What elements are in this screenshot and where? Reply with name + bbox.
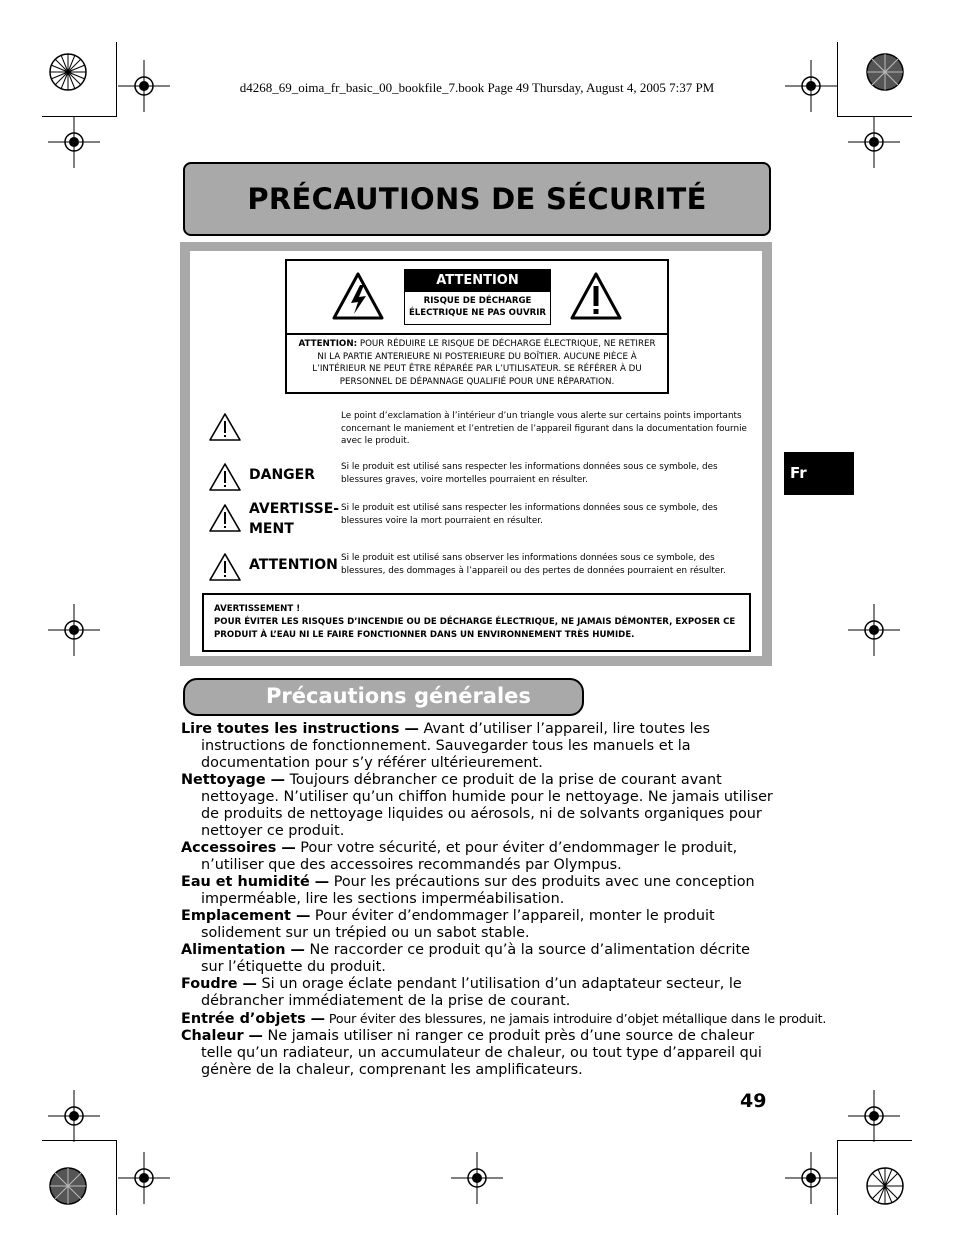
precaution-text: Pour éviter d’endommager l’appareil, monter le produit solidement sur un trépied ou un sabot stable. (201, 908, 715, 941)
avertissement-heading: AVERTISSEMENT ! (214, 604, 301, 614)
precaution-term: Eau et humidité — (181, 874, 330, 890)
crosshair-icon (848, 116, 900, 168)
shock-warning-label (285, 259, 669, 394)
symbol-label-avertissement (249, 499, 339, 539)
precaution-text: Avant d’utiliser l’appareil, lire toutes les instructions de fonctionnement. Sauvegarder tous les manuels et la documentation pour s’y référer ultérieurement. (201, 721, 711, 771)
precaution-text: Ne jamais utiliser ni ranger ce produit près d’une source de chaleur telle qu’un radiateur, un accumulateur de chaleur, ou tout type d’appareil qui génère de la chaleur, comprenant les amplificateurs. (201, 1028, 762, 1078)
caution-body: POUR RÉDUIRE LE RISQUE DE DÉCHARGE ÉLECTRIQUE, NE RETIRER NI LA PARTIE ANTERIEURE NI POSTERIEURE DU BOÎTIER. AUCUNE PIÈCE À L’INTÉRIEUR NE PEUT ÊTRE RÉPARÉE PAR L’UTILISATEUR. SE RÉFÉRER À DU PERSONNEL DE DÉPANNAGE QUALIFIÉ POUR UNE RÉPARATION. (312, 339, 656, 387)
language-tab-label: Fr (790, 464, 807, 482)
precaution-paragraph (181, 908, 773, 942)
registration-target-icon (862, 1163, 908, 1209)
book-header-line: d4268_69_oima_fr_basic_00_bookfile_7.book Page 49 Thursday, August 4, 2005 7:37 PM (239, 80, 715, 95)
precaution-term: Lire toutes les instructions — (181, 721, 419, 737)
precautions-list (181, 721, 827, 1079)
section-title-box (183, 678, 584, 716)
precaution-paragraph (181, 1028, 773, 1079)
precaution-paragraph (181, 874, 773, 908)
precaution-text: Pour éviter des blessures, ne jamais introduire d’objet métallique dans le produit. (325, 1011, 827, 1026)
precaution-term: Entrée d’objets — (181, 1011, 326, 1027)
precaution-text: Si un orage éclate pendant l’utilisation d’un adaptateur secteur, le débrancher immédiatement de la prise de courant. (201, 976, 742, 1009)
avertissement-body: POUR ÉVITER LES RISQUES D’INCENDIE OU DE DÉCHARGE ÉLECTRIQUE, NE JAMAIS DÉMONTER, EXPOSER CE PRODUIT À L’EAU NI LE FAIRE FONCTIONNER DANS UN ENVIRONNEMENT TRÈS HUMIDE. (214, 616, 736, 640)
page-title: PRÉCAUTIONS DE SÉCURITÉ (247, 182, 707, 216)
exclamation-triangle-icon (208, 503, 242, 533)
attention-badge (404, 269, 551, 325)
precaution-term: Chaleur — (181, 1028, 263, 1044)
symbol-label-line1: AVERTISSE- (249, 501, 340, 517)
language-tab (784, 452, 854, 495)
precaution-text: Toujours débrancher ce produit de la prise de courant avant nettoyage. N’utiliser qu’un chiffon humide pour le nettoyage. Ne jamais utiliser de produits de nettoyage liquides ou aérosols, ni de solvants organiques pour nettoyer ce produit. (201, 772, 773, 839)
section-title: Précautions générales (266, 684, 531, 708)
crosshair-icon (48, 1090, 100, 1142)
precaution-paragraph (181, 942, 773, 976)
attention-badge-line2: ÉLECTRIQUE NE PAS OUVRIR (408, 308, 547, 318)
precaution-paragraph (181, 1010, 827, 1028)
precaution-term: Alimentation — (181, 942, 305, 958)
precaution-term: Foudre — (181, 976, 257, 992)
crosshair-icon (451, 1152, 503, 1204)
symbol-label-line2: MENT (249, 521, 294, 537)
attention-badge-body (405, 292, 550, 319)
attention-badge-title: ATTENTION (405, 270, 550, 292)
crosshair-icon (848, 1090, 900, 1142)
exclamation-triangle-icon (569, 271, 623, 321)
precaution-text: Ne raccorder ce produit qu’à la source d’alimentation décrite sur l’étiquette du produit. (201, 942, 750, 975)
precaution-paragraph (181, 976, 773, 1010)
caution-text (295, 338, 659, 388)
exclamation-triangle-icon (208, 552, 242, 582)
precaution-text: Pour les précautions sur des produits avec une conception imperméable, lire les sections imperméabilisation. (201, 874, 755, 907)
precaution-paragraph (181, 840, 773, 874)
crosshair-icon (48, 604, 100, 656)
precaution-paragraph (181, 721, 773, 772)
symbol-label-attention: ATTENTION (249, 557, 338, 573)
symbol-description: Le point d’exclamation à l’intérieur d’un triangle vous alerte sur certains points importants concernant le maniement et l’entretien de l’appareil figurant dans la documentation fournie avec le produit. (341, 411, 747, 447)
page-title-box (183, 162, 771, 236)
avertissement-text (204, 595, 749, 641)
warning-label-top (287, 261, 667, 335)
symbol-label-danger: DANGER (249, 467, 316, 483)
symbol-description: Si le produit est utilisé sans observer les informations données sous ce symbole, des blessures, des dommages à l’appareil ou des pertes de données pourraient en résulter. (341, 553, 726, 576)
precaution-paragraph (181, 772, 773, 840)
crosshair-icon (118, 1152, 170, 1204)
caution-bold: ATTENTION: (298, 339, 358, 349)
symbol-description: Si le produit est utilisé sans respecter les informations données sous ce symbole, des blessures voire la mort pourraient en résulter. (341, 503, 718, 526)
precaution-term: Accessoires — (181, 840, 296, 856)
lightning-triangle-icon (331, 271, 385, 321)
exclamation-triangle-icon (208, 412, 242, 442)
avertissement-box (202, 593, 751, 652)
registration-target-icon (45, 1163, 91, 1209)
crosshair-icon (785, 1152, 837, 1204)
crosshair-icon (848, 604, 900, 656)
page-number: 49 (740, 1090, 767, 1112)
exclamation-triangle-icon (208, 462, 242, 492)
attention-badge-line1: RISQUE DE DÉCHARGE (423, 296, 532, 306)
crosshair-icon (48, 116, 100, 168)
precaution-term: Nettoyage — (181, 772, 286, 788)
symbol-description: Si le produit est utilisé sans respecter les informations données sous ce symbole, des blessures graves, voire mortelles pourraient en résulter. (341, 462, 718, 485)
precaution-text: Pour votre sécurité, et pour éviter d’endommager le produit, n’utiliser que des accessoires recommandés par Olympus. (201, 840, 738, 873)
precaution-term: Emplacement — (181, 908, 311, 924)
